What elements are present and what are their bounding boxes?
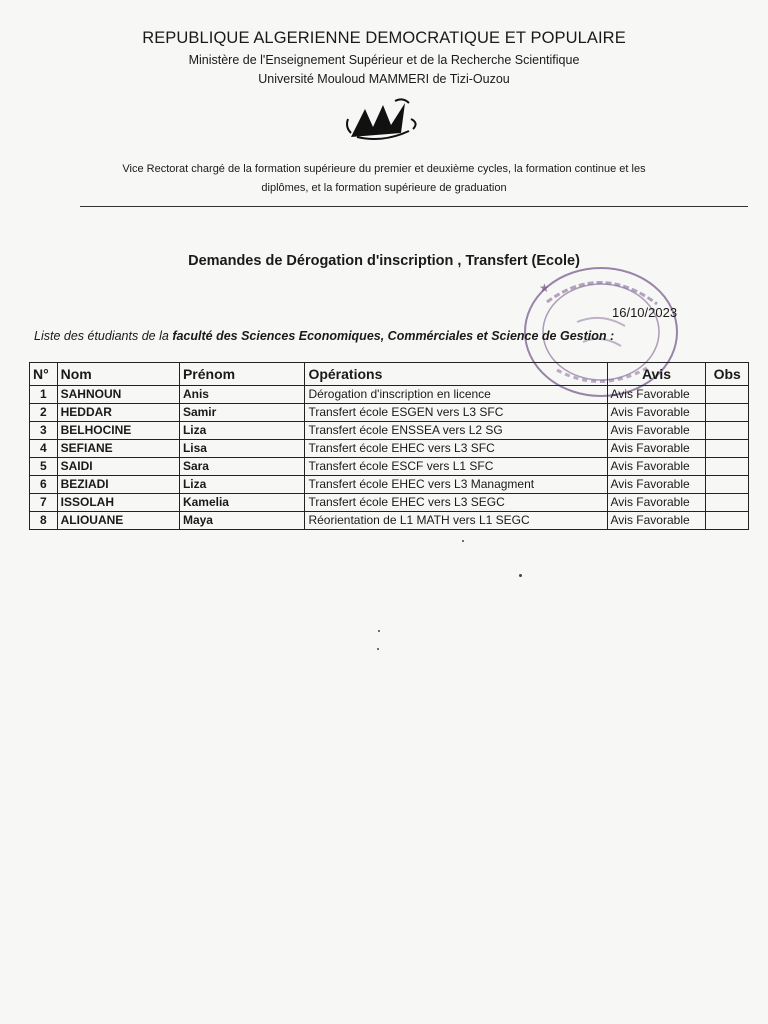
table-row xyxy=(30,512,749,530)
cell-obs xyxy=(706,404,749,422)
header-n: N° xyxy=(30,363,58,386)
cell-obs xyxy=(706,440,749,458)
cell-prenom: Samir xyxy=(179,404,305,422)
table-row xyxy=(30,476,749,494)
cell-n: 1 xyxy=(30,386,58,404)
cell-prenom: Lisa xyxy=(179,440,305,458)
header-prenom: Prénom xyxy=(179,363,305,386)
cell-avis: Avis Favorable xyxy=(607,386,706,404)
svg-text:★: ★ xyxy=(539,281,550,295)
scan-speck xyxy=(377,648,379,650)
header-divider xyxy=(80,206,748,207)
ministry-line: Ministère de l'Enseignement Supérieur et de la Recherche Scientifique xyxy=(188,53,580,67)
document-title: Demandes de Dérogation d'inscription , Transfert (Ecole) xyxy=(188,253,580,269)
cell-nom: SEFIANE xyxy=(57,440,179,458)
cell-operation: Réorientation de L1 MATH vers L1 SEGC xyxy=(305,512,607,530)
cell-nom: ISSOLAH xyxy=(57,494,179,512)
cell-avis: Avis Favorable xyxy=(607,404,706,422)
faculty-name: faculté des Sciences Economiques, Commérciales et Science de Gestion : xyxy=(172,329,615,343)
table-row xyxy=(30,494,749,512)
university-logo-icon xyxy=(343,97,427,145)
cell-obs xyxy=(706,422,749,440)
cell-prenom: Sara xyxy=(179,458,305,476)
cell-nom: ALIOUANE xyxy=(57,512,179,530)
cell-obs xyxy=(706,512,749,530)
cell-prenom: Liza xyxy=(179,476,305,494)
table-row xyxy=(30,440,749,458)
cell-prenom: Kamelia xyxy=(179,494,305,512)
cell-n: 7 xyxy=(30,494,58,512)
scan-speck xyxy=(519,574,522,577)
document-date: 16/10/2023 xyxy=(612,305,678,320)
scan-speck xyxy=(378,630,380,632)
cell-nom: BEZIADI xyxy=(57,476,179,494)
cell-n: 6 xyxy=(30,476,58,494)
cell-n: 2 xyxy=(30,404,58,422)
cell-avis: Avis Favorable xyxy=(607,422,706,440)
cell-operation: Transfert école ENSSEA vers L2 SG xyxy=(305,422,607,440)
header-obs: Obs xyxy=(706,363,749,386)
cell-operation: Transfert école ESCF vers L1 SFC xyxy=(305,458,607,476)
cell-operation: Dérogation d'inscription en licence xyxy=(305,386,607,404)
table-row xyxy=(30,422,749,440)
cell-obs xyxy=(706,476,749,494)
cell-nom: SAIDI xyxy=(57,458,179,476)
cell-nom: SAHNOUN xyxy=(57,386,179,404)
cell-nom: HEDDAR xyxy=(57,404,179,422)
cell-avis: Avis Favorable xyxy=(607,440,706,458)
university-line: Université Mouloud MAMMERI de Tizi-Ouzou xyxy=(258,72,510,86)
vice-rectorat-line-1: Vice Rectorat chargé de la formation supérieure du premier et deuxième cycles, la formation continue et les xyxy=(122,163,646,175)
cell-n: 5 xyxy=(30,458,58,476)
table-row xyxy=(30,386,749,404)
list-prefix: Liste des étudiants de la xyxy=(34,329,169,343)
table-row xyxy=(30,404,749,422)
cell-nom: BELHOCINE xyxy=(57,422,179,440)
header-nom: Nom xyxy=(57,363,179,386)
cell-operation: Transfert école ESGEN vers L3 SFC xyxy=(305,404,607,422)
cell-operation: Transfert école EHEC vers L3 SEGC xyxy=(305,494,607,512)
cell-obs xyxy=(706,386,749,404)
cell-prenom: Liza xyxy=(179,422,305,440)
cell-avis: Avis Favorable xyxy=(607,476,706,494)
students-table xyxy=(29,362,749,530)
scan-speck xyxy=(462,540,464,542)
republic-heading: REPUBLIQUE ALGERIENNE DEMOCRATIQUE ET POPULAIRE xyxy=(142,29,626,47)
header-avis: Avis xyxy=(607,363,706,386)
cell-n: 4 xyxy=(30,440,58,458)
cell-operation: Transfert école EHEC vers L3 SFC xyxy=(305,440,607,458)
cell-operation: Transfert école EHEC vers L3 Managment xyxy=(305,476,607,494)
cell-prenom: Anis xyxy=(179,386,305,404)
header-operations: Opérations xyxy=(305,363,607,386)
cell-prenom: Maya xyxy=(179,512,305,530)
vice-rectorat-line-2: diplômes, et la formation supérieure de graduation xyxy=(261,182,507,194)
cell-avis: Avis Favorable xyxy=(607,458,706,476)
table-row xyxy=(30,458,749,476)
cell-n: 8 xyxy=(30,512,58,530)
table-header-row xyxy=(30,363,749,386)
cell-obs xyxy=(706,458,749,476)
cell-avis: Avis Favorable xyxy=(607,494,706,512)
faculty-list-caption xyxy=(34,329,614,343)
cell-n: 3 xyxy=(30,422,58,440)
cell-obs xyxy=(706,494,749,512)
cell-avis: Avis Favorable xyxy=(607,512,706,530)
